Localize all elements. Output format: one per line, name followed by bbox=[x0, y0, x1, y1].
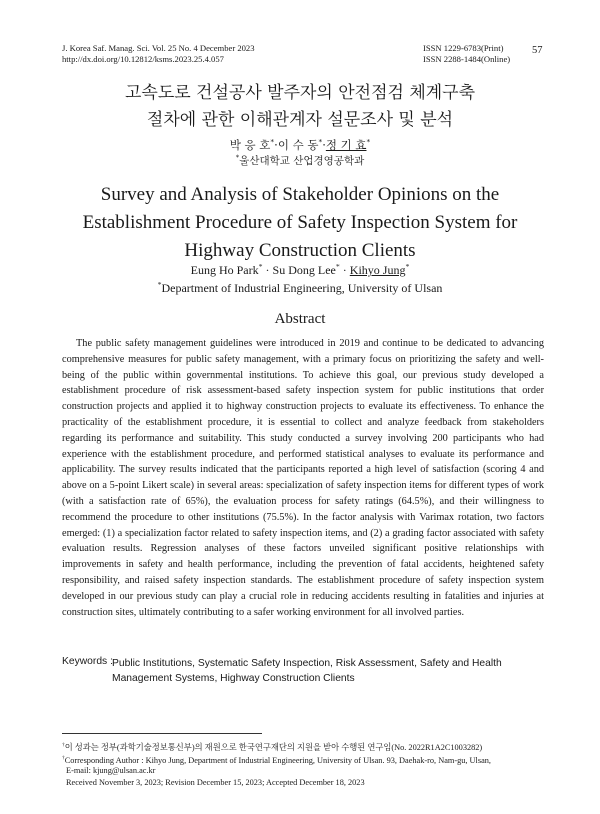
korean-title-line: 절차에 관한 이해관계자 설문조사 및 분석 bbox=[146, 110, 454, 130]
abstract-heading: Abstract bbox=[274, 311, 326, 327]
journal-line: J. Korea Saf. Manag. Sci. Vol. 25 No. 4 December 2023 bbox=[62, 43, 255, 53]
english-affiliation bbox=[0, 280, 600, 296]
issn-online: ISSN 2288-1484(Online) bbox=[423, 54, 511, 64]
author-mark: * bbox=[270, 137, 275, 147]
footnote-funding bbox=[62, 740, 547, 753]
korean-title-line: 고속도로 건설공사 발주자의 안전점검 체계구축 bbox=[124, 83, 476, 103]
english-title-line: Establishment Procedure of Safety Inspection System for bbox=[82, 212, 518, 233]
english-authors bbox=[0, 262, 600, 278]
affiliation-mark: * bbox=[235, 153, 240, 162]
author-mark: * bbox=[335, 262, 340, 271]
english-author: Eung Ho Park bbox=[190, 263, 259, 277]
english-title-line: Survey and Analysis of Stakeholder Opinions on the bbox=[100, 184, 500, 205]
author-mark: * bbox=[318, 137, 323, 147]
footnote-mark: † bbox=[62, 755, 65, 761]
page-number: 57 bbox=[532, 45, 543, 56]
footnote-mark: † bbox=[62, 742, 65, 748]
author-separator: · bbox=[274, 138, 278, 152]
korean-author: 정 기 효 bbox=[325, 138, 367, 152]
footnote-rule bbox=[62, 733, 262, 734]
affiliation-mark: * bbox=[157, 280, 162, 289]
korean-title bbox=[0, 80, 600, 134]
english-author: Su Dong Lee bbox=[272, 263, 336, 277]
funding-text: 이 성과는 정부(과학기술정보통신부)의 재원으로 한국연구재단의 지원을 받아 수행된 연구임(No. 2022R1A2C1003282) bbox=[64, 742, 483, 752]
keywords-text: Public Institutions, Systematic Safety Inspection, Risk Assessment, Safety and Health Management Systems, Highway Construction Clients bbox=[112, 658, 502, 684]
english-title-line: Highway Construction Clients bbox=[184, 240, 416, 261]
running-header-left bbox=[62, 43, 255, 65]
english-author: Kihyo Jung bbox=[349, 263, 406, 277]
issn-print: ISSN 1229-6783(Print) bbox=[423, 43, 504, 53]
korean-author: 박 응 호 bbox=[229, 138, 271, 152]
english-affiliation-text: Department of Industrial Engineering, University of Ulsan bbox=[161, 281, 443, 295]
english-title bbox=[0, 181, 600, 265]
korean-affiliation-text: 울산대학교 산업경영공학과 bbox=[239, 155, 365, 167]
author-mark: * bbox=[258, 262, 263, 271]
abstract-body: The public safety management guidelines were introduced in 2019 and continue to be dedicated to advancing comprehensive measures for public safety management, with a primary focus on prioritizing the safety and well-being of the public within governmental institutions. To achieve this goal, our previous study developed a establishment procedure of risk assessment-based safety inspection system for public institutions that order construction projects and applied it to highway construction projects to evaluate its effectiveness. To enhance the practicality of the establishment procedure, it is essential to collect and analyze feedback from stakeholders regarding its performance and suitability. This study conducted a survey involving 200 participants who had experience with the establishment procedure, and performed statistical analyses to evaluate its performance and applicability. The survey results indicated that the participants reported a high level of satisfaction (scoring 4 and above on a 5-point Likert scale) in several areas: specialization of safety inspection items for different types of work (with a satisfaction rate of 65%), the evaluation process for safety ratings (64.5%), and their willingness to recommend the procedure to other institutions (75.5%). In the factor analysis with Varimax rotation, two factors emerged: (1) a specialization factor related to safety inspection items, and (2) a grading factor associated with safety evaluation results. Regression analyses of these factors unveiled significant positive relationships with improvements in safety and health performance, including the prevention of fatal accidents, heightened safety responsibility, and raised safety inspection standards. The establishment procedure of safety inspection system developed in our previous study can play a crucial role in reducing accidents resulting in fatalities and injuries at construction sites, ultimately contributing to a safer working environment for all involved parties. bbox=[62, 338, 544, 618]
author-separator: · bbox=[262, 263, 273, 277]
corresponding-text: Corresponding Author : Kihyo Jung, Department of Industrial Engineering, University of Ulsan. 93, Daehak-ro, Nam-gu, Ulsan, bbox=[64, 755, 491, 765]
korean-authors bbox=[0, 137, 600, 153]
author-mark: * bbox=[366, 137, 371, 147]
running-header-right bbox=[423, 43, 510, 65]
keywords-label: Keywords : bbox=[62, 656, 113, 667]
footnote-email[interactable]: E-mail: kjung@ulsan.ac.kr bbox=[66, 766, 156, 775]
korean-affiliation bbox=[0, 153, 600, 168]
author-separator: · bbox=[322, 138, 326, 152]
author-separator: · bbox=[339, 263, 350, 277]
korean-author: 이 수 동 bbox=[277, 138, 319, 152]
author-mark: * bbox=[405, 262, 410, 271]
footnote-corresponding bbox=[62, 753, 547, 766]
footnote-received: Received November 3, 2023; Revision December 15, 2023; Accepted December 18, 2023 bbox=[66, 778, 365, 787]
doi-line[interactable]: http://dx.doi.org/10.12812/ksms.2023.25.4.057 bbox=[62, 54, 224, 64]
